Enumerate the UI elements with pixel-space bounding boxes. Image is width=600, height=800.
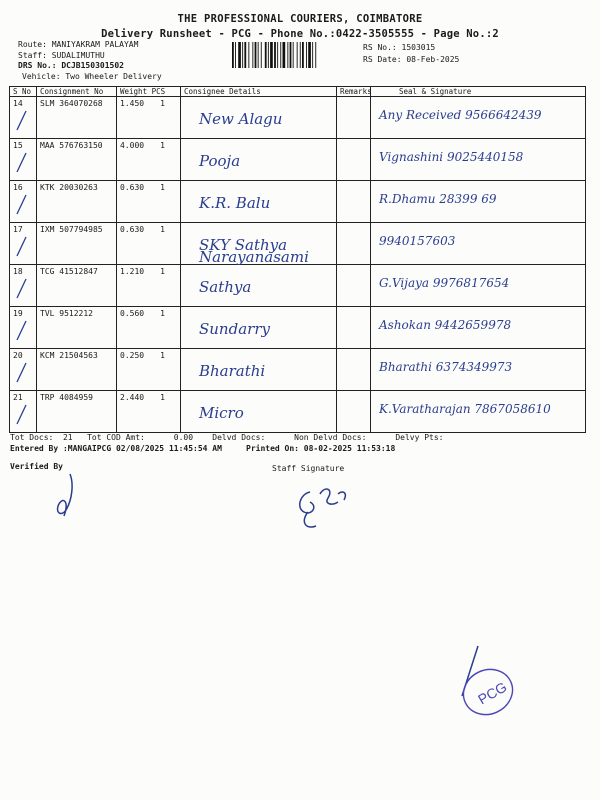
row-consignment: MAA 576763150 [37,139,117,181]
table-row [10,97,586,139]
row-seal-signature [371,181,586,223]
vehicle-label: Vehicle: Two Wheeler Delivery [22,71,162,81]
row-remarks [337,265,371,307]
row-consignee [181,181,337,223]
row-consignee [181,265,337,307]
col-remarks: Remarks [337,87,371,97]
row-consignee [181,307,337,349]
runsheet-title: Delivery Runsheet - PCG - Phone No.:0422-3505555 - Page No.:2 [101,28,499,40]
row-weight-pcs: 0.630 1 [117,181,181,223]
row-remarks [337,307,371,349]
row-sno: 16 [10,181,37,223]
row-remarks [337,391,371,433]
tick-mark [16,193,28,215]
consignee-handwriting: Pooja [199,152,241,170]
table-row [10,139,586,181]
table-row [10,181,586,223]
row-seal-signature [371,391,586,433]
row-consignee [181,97,337,139]
rs-info [363,42,459,66]
signature-handwriting: 9940157603 [379,234,456,248]
row-consignee [181,391,337,433]
rs-no: RS No.: 1503015 [363,43,436,52]
consignee-handwriting: SKY Sathya Narayanasami [199,236,309,266]
signature-handwriting: Vignashini 9025440158 [379,150,524,164]
signature-handwriting: G.Vijaya 9976817654 [379,276,510,290]
stamp-text: PCG [475,678,510,708]
row-weight-pcs: 1.210 1 [117,265,181,307]
tick-mark [16,277,28,299]
table-row [10,349,586,391]
pcg-stamp [440,644,520,728]
row-consignment: TVL 9512212 [37,307,117,349]
row-weight-pcs: 2.440 1 [117,391,181,433]
row-weight-pcs: 4.000 1 [117,139,181,181]
signature-handwriting: Any Received 9566642439 [379,108,542,122]
consignee-handwriting: K.R. Balu [199,194,271,212]
consignee-handwriting: Sundarry [199,320,270,338]
signature-handwriting: Bharathi 6374349973 [379,360,513,374]
row-sno: 14 [10,97,37,139]
row-consignment: TCG 41512847 [37,265,117,307]
verified-signature [40,470,100,520]
row-sno: 20 [10,349,37,391]
consignee-handwriting: Bharathi [199,362,266,380]
rs-date: RS Date: 08-Feb-2025 [363,55,460,64]
signature-handwriting: Ashokan 9442659978 [379,318,512,332]
col-seal-signature: Seal & Signature [371,87,586,97]
row-remarks [337,139,371,181]
tick-mark [16,319,28,341]
row-consignee [181,223,337,265]
row-consignment: IXM 507794985 [37,223,117,265]
tick-mark [16,109,28,131]
row-sno: 15 [10,139,37,181]
row-remarks [337,349,371,391]
row-seal-signature [371,307,586,349]
row-seal-signature [371,223,586,265]
row-consignee [181,139,337,181]
row-sno: 18 [10,265,37,307]
totals-line: Tot Docs: 21 Tot COD Amt: 0.00 Delvd Docs: Non Delvd Docs: Delvy Pts: [10,433,444,442]
row-consignment: TRP 4084959 [37,391,117,433]
tick-mark [16,151,28,173]
drs-label: DRS No.: DCJB150301502 [18,61,124,71]
staff-signature-label: Staff Signature [272,464,345,473]
row-consignment: KTK 20030263 [37,181,117,223]
header-meta [18,40,162,82]
consignee-handwriting: New Alagu [199,110,283,128]
col-consignment: Consignment No [37,87,117,97]
row-consignee [181,349,337,391]
tick-mark [16,403,28,425]
route-label: Route: MANIYAKRAM PALAYAM [18,40,139,49]
table-row [10,223,586,265]
consignee-handwriting: Micro [199,404,244,422]
barcode [232,42,354,68]
tick-mark [16,361,28,383]
staff-signature-mark [288,480,358,535]
staff-label: Staff: SUDALIMUTHU [18,50,105,60]
verified-by-label: Verified By [10,462,63,471]
row-weight-pcs: 0.560 1 [117,307,181,349]
consignee-handwriting: Sathya [199,278,252,296]
col-weight-pcs: Weight PCS [117,87,181,97]
table-row [10,307,586,349]
table-row [10,265,586,307]
row-weight-pcs: 1.450 1 [117,97,181,139]
row-seal-signature [371,139,586,181]
row-consignment: SLM 364070268 [37,97,117,139]
runsheet-table [9,86,586,433]
row-seal-signature [371,349,586,391]
row-consignment: KCM 21504563 [37,349,117,391]
row-seal-signature [371,265,586,307]
row-sno: 17 [10,223,37,265]
signature-handwriting: K.Varatharajan 7867058610 [379,402,551,416]
row-sno: 21 [10,391,37,433]
signature-handwriting: R.Dhamu 28399 69 [379,192,497,206]
row-remarks [337,181,371,223]
row-seal-signature [371,97,586,139]
row-sno: 19 [10,307,37,349]
table-header-row [10,87,586,97]
row-remarks [337,223,371,265]
company-name: THE PROFESSIONAL COURIERS, COIMBATORE [177,13,423,25]
row-remarks [337,97,371,139]
row-weight-pcs: 0.250 1 [117,349,181,391]
row-weight-pcs: 0.630 1 [117,223,181,265]
table-row [10,391,586,433]
entered-line: Entered By :MANGAIPCG 02/08/2025 11:45:54 AM Printed On: 08-02-2025 11:53:18 [10,444,396,453]
tick-mark [16,235,28,257]
col-consignee: Consignee Details [181,87,337,97]
col-sno: S No [10,87,37,97]
